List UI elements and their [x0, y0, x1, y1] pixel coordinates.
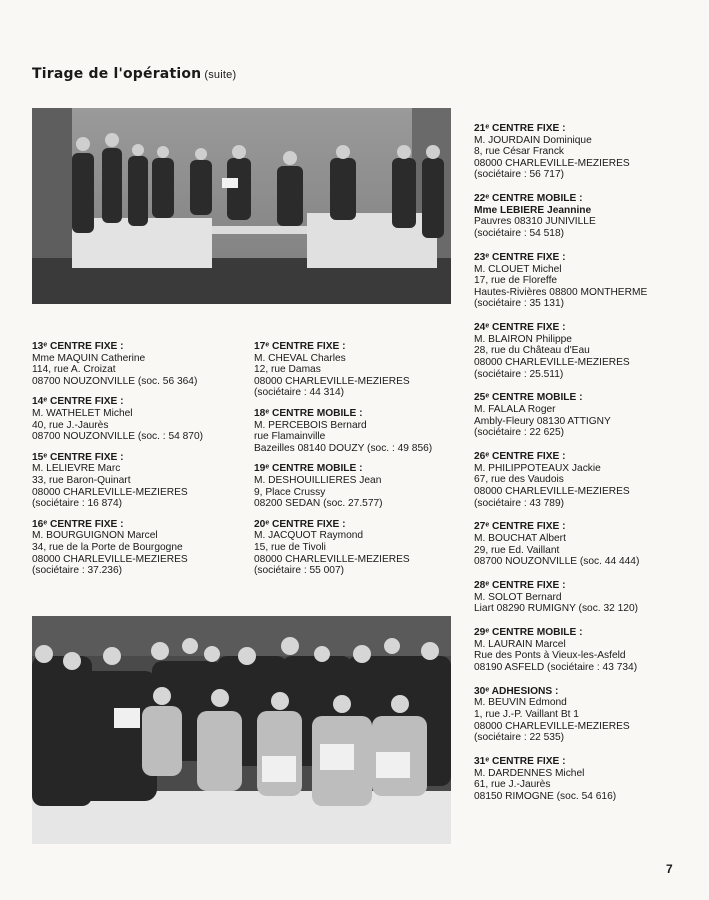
entry-heading: 16ᵉ CENTRE FIXE : [32, 518, 124, 530]
entry-heading: 19ᵉ CENTRE MOBILE : [254, 463, 363, 475]
entry-name: M. FALALA Roger [474, 404, 556, 416]
winner-entry-14 [32, 396, 237, 442]
entry-city: 08000 CHARLEVILLE-MEZIERES [32, 553, 188, 565]
entry-member-number: (sociétaire : 16 874) [32, 498, 123, 510]
winner-entry-31 [474, 756, 684, 802]
entry-name: M. BOUCHAT Albert [474, 533, 566, 544]
winner-entry-20 [254, 519, 464, 577]
entry-address: 28, rue du Château d'Eau [474, 345, 590, 357]
entry-address: 67, rue des Vaudois [474, 474, 564, 486]
winner-entry-28 [474, 580, 684, 615]
column-right [474, 123, 684, 815]
page-number: 7 [666, 862, 673, 876]
entry-name: M. JOURDAIN Dominique [474, 134, 592, 146]
entry-city: 08000 CHARLEVILLE-MEZIERES [32, 486, 188, 498]
entry-city: 08190 ASFELD (sociétaire : 43 734) [474, 661, 638, 673]
entry-address: 12, rue Damas [254, 364, 321, 376]
entry-heading: 22ᵉ CENTRE MOBILE : [474, 193, 583, 205]
entry-name: Mme MAQUIN Catherine [32, 352, 146, 364]
winner-entry-17 [254, 341, 464, 399]
entry-name: M. BEUVIN Edmond [474, 697, 567, 709]
entry-heading: 15ᵉ CENTRE FIXE : [32, 451, 124, 463]
entry-address: 40, rue J.-Jaurès [32, 419, 109, 431]
entry-heading: 29ᵉ CENTRE MOBILE : [474, 627, 583, 639]
entry-city: Ambly-Fleury 08130 ATTIGNY [474, 415, 611, 427]
entry-city: 08000 CHARLEVILLE-MEZIERES [474, 157, 630, 169]
winner-entry-22 [474, 193, 684, 239]
entry-address: 9, Place Crussy [254, 486, 326, 498]
entry-heading: 13ᵉ CENTRE FIXE : [32, 341, 124, 352]
entry-heading: 20ᵉ CENTRE FIXE : [254, 518, 346, 530]
entry-name: M. WATHELET Michel [32, 407, 133, 419]
entry-name: Mme LEBIERE Jeannine [474, 204, 592, 216]
entry-member-number: (sociétaire : 44 314) [254, 387, 345, 399]
column-middle [254, 341, 464, 586]
entry-name: M. DESHOUILLIERES Jean [254, 474, 382, 486]
entry-address: 61, rue J.-Jaurès [474, 779, 551, 791]
photo-top [32, 108, 451, 304]
entry-member-number: (sociétaire : 56 717) [474, 169, 565, 181]
entry-heading: 21ᵉ CENTRE FIXE : [474, 123, 566, 134]
entry-address: 15, rue de Tivoli [254, 541, 326, 553]
entry-heading: 25ᵉ CENTRE MOBILE : [474, 392, 583, 404]
entry-name: M. BLAIRON Philippe [474, 333, 572, 345]
entry-heading: 27ᵉ CENTRE FIXE : [474, 521, 566, 533]
winner-entry-26 [474, 451, 684, 509]
entry-city: 08700 NOUZONVILLE (soc. : 54 870) [32, 431, 204, 443]
entry-heading: 23ᵉ CENTRE FIXE : [474, 251, 566, 263]
entry-name: M. BOURGUIGNON Marcel [32, 530, 158, 542]
entry-member-number: (sociétaire : 37.236) [32, 565, 123, 577]
entry-member-number: (sociétaire : 22 625) [474, 427, 565, 439]
entry-heading: 14ᵉ CENTRE FIXE : [32, 396, 124, 408]
entry-heading: 17ᵉ CENTRE FIXE : [254, 341, 346, 352]
entry-city: 08000 CHARLEVILLE-MEZIERES [474, 485, 630, 497]
photo-bottom [32, 616, 451, 844]
entry-heading: 28ᵉ CENTRE FIXE : [474, 580, 566, 592]
entry-heading: 24ᵉ CENTRE FIXE : [474, 322, 566, 334]
entry-address: 8, rue César Franck [474, 146, 565, 158]
entry-city: Liart 08290 RUMIGNY (soc. 32 120) [474, 603, 639, 615]
winner-entry-13 [32, 341, 237, 387]
entry-city: 08000 CHARLEVILLE-MEZIERES [474, 720, 630, 732]
entry-city: 08700 NOUZONVILLE (soc. 56 364) [32, 375, 198, 387]
column-left [32, 341, 237, 586]
entry-member-number: (sociétaire : 55 007) [254, 565, 345, 577]
entry-heading: 31ᵉ CENTRE FIXE : [474, 756, 566, 768]
entry-member-number: (sociétaire : 54 518) [474, 228, 565, 240]
entry-name: M. PERCEBOIS Bernard [254, 419, 367, 431]
winner-entry-15 [32, 452, 237, 510]
entry-city: 08200 SEDAN (soc. 27.577) [254, 498, 383, 510]
entry-heading: 18ᵉ CENTRE MOBILE : [254, 407, 363, 419]
entry-name: M. DARDENNES Michel [474, 767, 585, 779]
entry-member-number: (sociétaire : 43 789) [474, 497, 565, 509]
entry-city: 08000 CHARLEVILLE-MEZIERES [254, 375, 410, 387]
entry-city: 08700 NOUZONVILLE (soc. 44 444) [474, 556, 640, 568]
winner-entry-27 [474, 521, 684, 567]
winner-entry-25 [474, 392, 684, 438]
entry-address: 114, rue A. Croizat [32, 364, 116, 376]
entry-address: 29, rue Ed. Vaillant [474, 544, 560, 556]
winner-entry-21 [474, 123, 684, 181]
winner-entry-18 [254, 408, 464, 454]
entry-address: 17, rue de Floreffe [474, 275, 558, 287]
winner-entry-24 [474, 322, 684, 380]
winner-entry-30 [474, 686, 684, 744]
entry-address: 33, rue Baron-Quinart [32, 474, 131, 486]
page-title [32, 66, 236, 82]
entry-city: 08000 CHARLEVILLE-MEZIERES [474, 356, 630, 368]
entry-member-number: (sociétaire : 25.511) [474, 368, 564, 380]
entry-name: M. LELIEVRE Marc [32, 463, 121, 475]
entry-address: Rue des Ponts à Vieux-les-Asfeld [474, 650, 626, 662]
entry-city: 08000 CHARLEVILLE-MEZIERES [254, 553, 410, 565]
entry-name: M. LAURAIN Marcel [474, 638, 566, 650]
entry-city: Bazeilles 08140 DOUZY (soc. : 49 856) [254, 442, 433, 454]
entry-city: Pauvres 08310 JUNIVILLE [474, 216, 596, 228]
entry-address: rue Flamainville [254, 431, 326, 443]
entry-name: M. JACQUOT Raymond [254, 530, 364, 542]
winner-entry-29 [474, 627, 684, 673]
winner-entry-19 [254, 463, 464, 509]
entry-member-number: (sociétaire : 35 131) [474, 298, 565, 310]
entry-city: 08150 RIMOGNE (soc. 54 616) [474, 790, 617, 802]
entry-name: M. CLOUET Michel [474, 263, 562, 275]
entry-city: Hautes-Rivières 08800 MONTHERME [474, 286, 648, 298]
entry-name: M. SOLOT Bernard [474, 591, 562, 603]
winner-entry-16 [32, 519, 237, 577]
winner-entry-23 [474, 252, 684, 310]
entry-name: M. PHILIPPOTEAUX Jackie [474, 462, 601, 474]
entry-heading: 30ᵉ ADHESIONS : [474, 685, 559, 697]
entry-heading: 26ᵉ CENTRE FIXE : [474, 451, 566, 463]
entry-address: 34, rue de la Porte de Bourgogne [32, 541, 183, 553]
entry-name: M. CHEVAL Charles [254, 352, 346, 364]
title-text: Tirage de l'opération [32, 66, 202, 82]
entry-address: 1, rue J.-P. Vaillant Bt 1 [474, 709, 579, 721]
title-suffix: (suite) [204, 69, 237, 81]
entry-member-number: (sociétaire : 22 535) [474, 732, 565, 744]
